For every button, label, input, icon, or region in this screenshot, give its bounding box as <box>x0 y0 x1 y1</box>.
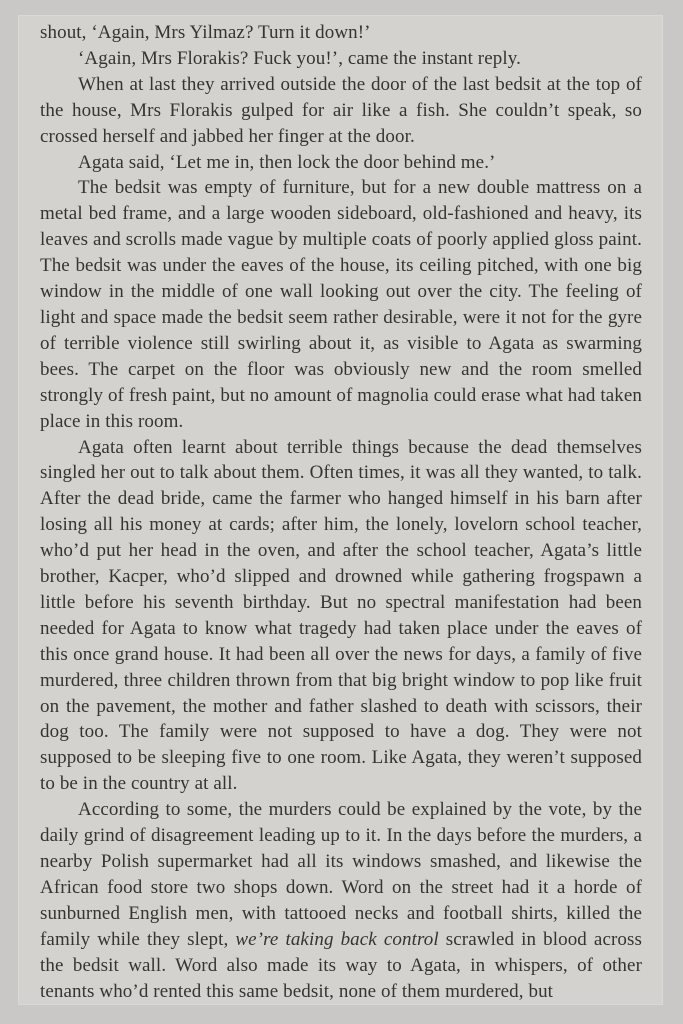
paragraph: Agata said, ‘Let me in, then lock the door behind me.’ <box>78 151 496 173</box>
paragraph: The bedsit was empty of furniture, but for a new double mattress on a metal bed frame, and a large wooden sideboard, old-fashioned and heavy, its leaves and scrolls made vague by multiple coats of poorly applied gloss paint. The bedsit was under the eaves of the house, its ceiling pitched, with one big window in the middle of one wall looking out over the city. The feeling of light and space made the bedsit seem rather desirable, were it not for the gyre of terrible violence still swirling about it, as visible to Agata as swarming bees. The carpet on the floor was obviously new and the room smelled strongly of fresh paint, but no amount of magnolia could erase what had taken place in this room. <box>40 177 642 432</box>
book-page <box>18 15 663 1005</box>
italic-phrase: we’re taking back control <box>235 928 439 950</box>
paragraph: When at last they arrived outside the door of the last bedsit at the top of the house, Mrs Florakis gulped for air like a fish. She couldn’t speak, so crossed herself and jabbed her finger at the door. <box>40 73 642 147</box>
paragraph-text: scrawled in blood across the bedsit wall. Word also made its way to Agata, in whispers, of other tenants who’d rented this same bedsit, none of them murdered, but <box>40 928 643 1002</box>
paragraph-text: According to some, the murders could be explained by the vote, by the daily grind of disagreement leading up to it. In the days before the murders, a nearby Polish supermarket had all its windows smashed, and likewise the African food store two shops down. Word on the street had it a horde of sunburned English men, with tattooed necks and football shirts, killed the family while they slept, <box>40 799 642 950</box>
paragraph <box>40 797 642 1004</box>
paragraph: ‘Again, Mrs Florakis? Fuck you!’, came the instant reply. <box>78 47 521 69</box>
paragraph: Agata often learnt about terrible things because the dead themselves singled her out to talk about them. Often times, it was all they wanted, to talk. After the dead bride, came the farmer who hanged himself in his barn after losing all his money at cards; after him, the lonely, lovelorn school teacher, who’d put her head in the oven, and after the school teacher, Agata’s little brother, Kacper, who’d slipped and drowned while gathering frogspawn a little before his seventh birthday. But no spectral manifestation had been needed for Agata to know what tragedy had taken place under the eaves of this once grand house. It had been all over the news for days, a family of five murdered, three children thrown from that big bright window to pop like fruit on the pavement, the mother and father slashed to death with scissors, their dog too. The family were not supposed to have a dog. They were not supposed to be sleeping five to one room. Like Agata, they weren’t supposed to be in the country at all. <box>40 436 642 795</box>
paragraph-continuation: shout, ‘Again, Mrs Yilmaz? Turn it down!’ <box>40 22 371 43</box>
